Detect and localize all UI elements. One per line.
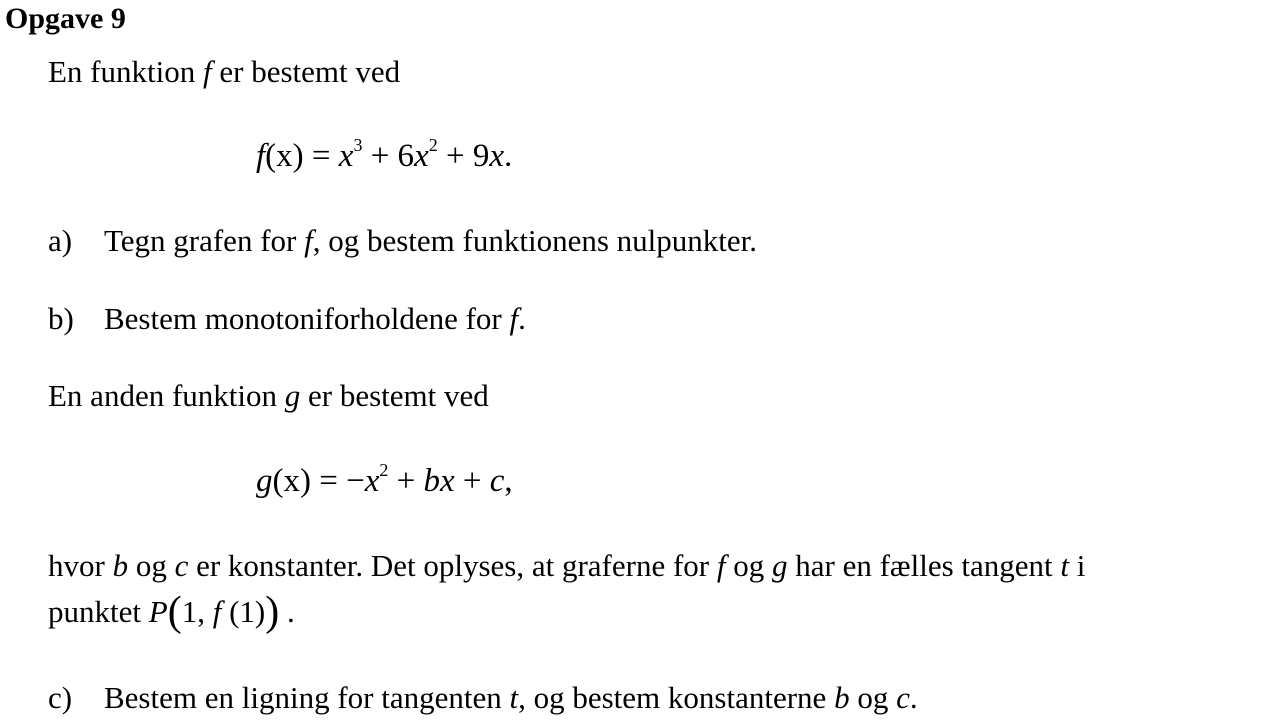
exercise-title: Opgave 9 [5,2,126,35]
intro-f: En funktion f er bestemt ved [48,54,401,89]
question-label: c) [48,680,73,715]
question-b: b) Bestem monotoniforholdene for f. [48,299,526,339]
condition-line-1: hvor b og c er konstanter. Det oplyses, at graferne for f og g har en fælles tangent t i [48,548,1086,583]
question-c: c) Bestem en ligning for tangenten t, og bestem konstanterne b og c. [48,678,918,718]
intro-g: En anden funktion g er bestemt ved [48,378,489,413]
equation-f: $f(x) = x^3 + 6x^2 + 9x$. [256,135,513,174]
question-a: a) Tegn grafen for f, og bestem funktionens nulpunkter. [48,221,757,261]
equation-g: $g(x) = -x^2$ + bx + c, [256,460,513,499]
condition-line-2: punktet P(1, f (1)) . [48,589,295,635]
question-label: b) [48,301,74,336]
question-label: a) [48,223,73,258]
